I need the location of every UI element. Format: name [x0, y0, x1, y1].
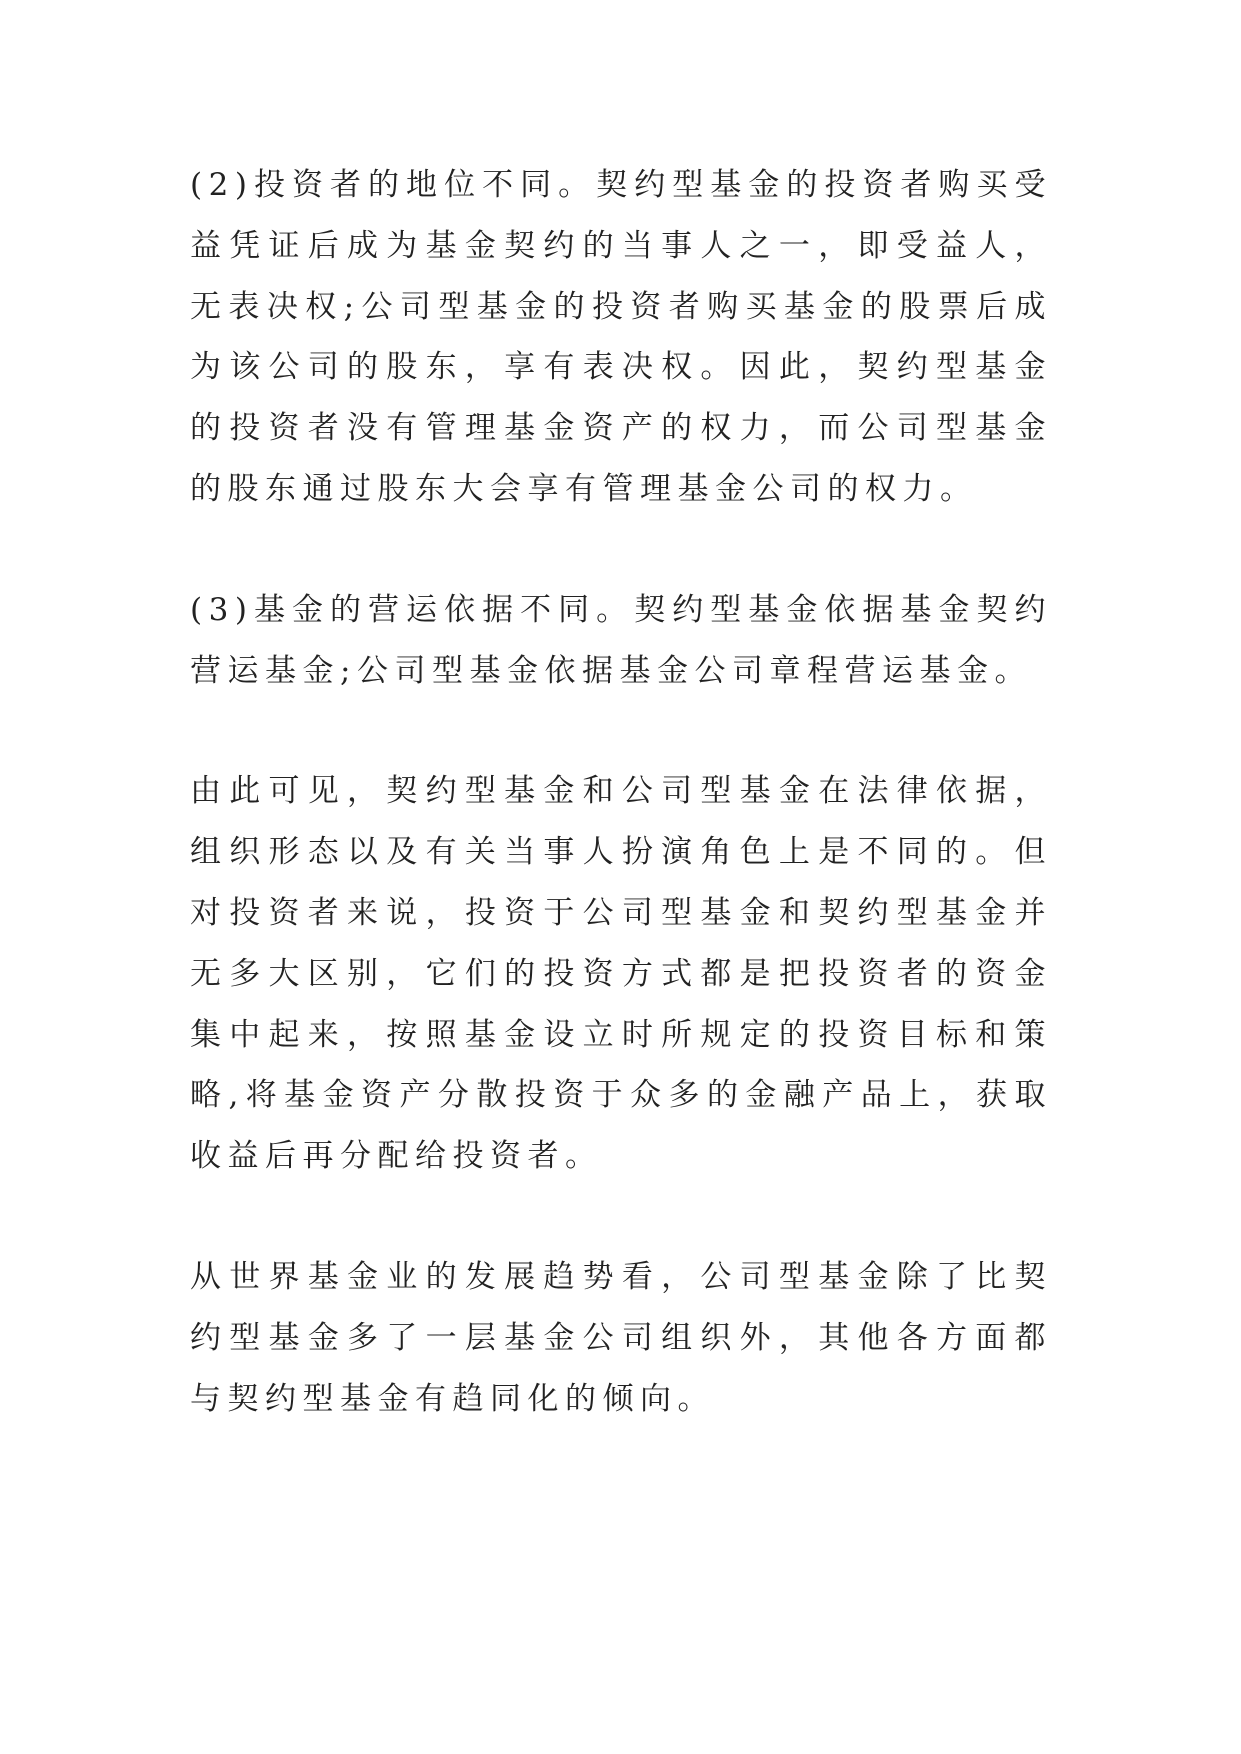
document-body [190, 155, 1052, 1429]
paragraph-trend: 从世界基金业的发展趋势看，公司型基金除了比契约型基金多了一层基金公司组织外，其他各方面都与契约型基金有趋同化的倾向。 [190, 1258, 1052, 1417]
paragraph-operation-basis: (3)基金的营运依据不同。契约型基金依据基金契约营运基金;公司型基金依据基金公司章程营运基金。 [190, 591, 1052, 689]
paragraph-summary: 由此可见，契约型基金和公司型基金在法律依据，组织形态以及有关当事人扮演角色上是不同的。但对投资者来说，投资于公司型基金和契约型基金并无多大区别，它们的投资方式都是把投资者的资金集中起来，按照基金设立时所规定的投资目标和策略,将基金资产分散投资于众多的金融产品上，获取收益后再分配给投资者。 [190, 773, 1052, 1175]
paragraph-investor-status: (2)投资者的地位不同。契约型基金的投资者购买受益凭证后成为基金契约的当事人之一，即受益人，无表决权;公司型基金的投资者购买基金的股票后成为该公司的股东，享有表决权。因此，契约型基金的投资者没有管理基金资产的权力，而公司型基金的股东通过股东大会享有管理基金公司的权力。 [190, 167, 1052, 507]
